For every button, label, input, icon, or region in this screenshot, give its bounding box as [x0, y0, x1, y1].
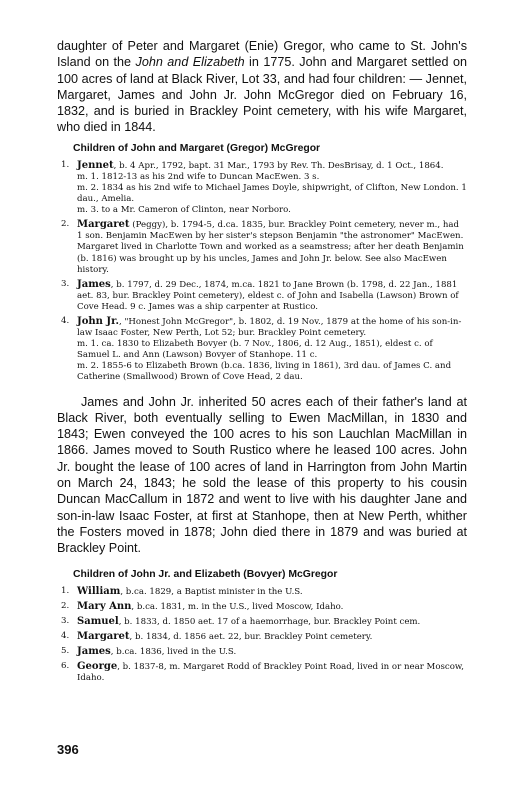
list-item	[57, 586, 467, 598]
list-item	[57, 219, 467, 275]
entry-number: 1.	[61, 585, 70, 596]
marriage-line: m. 2. 1834 as his 2nd wife to Michael James Doyle, shipwright, of Clifton, New London. 1 dau., Amelia.	[77, 182, 467, 205]
entry-number: 5.	[61, 645, 70, 656]
entry-number: 2.	[61, 600, 70, 611]
marriage-line: m. 1. ca. 1830 to Elizabeth Bovyer (b. 7 Nov., 1806, d. 12 Aug., 1851), eldest c. of Samuel L. and Ann (Lawson) Bovyer of Stanhope. 11 c.	[77, 339, 433, 361]
entry-number: 3.	[61, 278, 70, 289]
list-item	[57, 646, 467, 658]
marriage-line: m. 3. to a Mr. Cameron of Clinton, near Norboro.	[77, 205, 291, 216]
section-heading-1: Children of John and Margaret (Gregor) McGregor	[73, 142, 321, 154]
entry-name: James	[77, 278, 111, 290]
marriage-line: m. 1. 1812-13 as his 2nd wife to Duncan MacEwen. 3 s.	[77, 171, 320, 182]
entry-text: , b.ca. 1829, a Baptist minister in the U.S.	[120, 586, 303, 597]
entry-text: , b. 1797, d. 29 Dec., 1874, m.ca. 1821 to Jane Brown (b. 1798, d. 22 Jan., 1881 aet. 83, bur. Brackley Point cemetery), eldest c. of John and Isabella (Lawson) Brown of Cove Head. 9 c. James was a ship carpenter at Rustico.	[77, 279, 459, 312]
entry-text: , "Honest John McGregor", b. 1802, d. 19 Nov., 1879 at the home of his son-in-law Isaac Foster, New Perth, Lot 52; bur. Brackley Point cemetery.	[77, 317, 462, 339]
ship-name: John and Elizabeth	[135, 55, 245, 70]
list-item	[57, 160, 467, 216]
entry-text: , b. 1833, d. 1850 aet. 17 of a haemorrhage, bur. Brackley Point cem.	[118, 616, 421, 627]
list-item	[57, 316, 467, 384]
entry-name: Jennet	[77, 159, 114, 171]
page-number: 396	[57, 742, 79, 757]
list-item	[57, 631, 467, 643]
entry-name: John Jr.	[77, 316, 119, 327]
entry-name: Margaret	[77, 219, 130, 231]
entry-number: 1.	[61, 159, 70, 170]
entry-number: 4.	[61, 630, 70, 641]
entry-text: (Peggy), b. 1794-5, d.ca. 1835, bur. Brackley Point cemetery, never m., had 1 son. Benjamin MacEwen by her sister's stepson Benjamin "the astronomer" MacEwen. Margaret lived in Charlotte Town and worked as a seamstress; after her death Benjamin (b. 1816) was brought up by his uncles, James and John Jr. below. See also MacEwen history.	[77, 220, 464, 275]
entry-name: Mary Ann	[77, 600, 132, 612]
entry-number: 6.	[61, 661, 70, 671]
intro-text-1: daughter of Peter and Margaret (Enie) Gregor, who came to St. John's Island on the	[57, 39, 467, 70]
children-list-1	[57, 160, 467, 384]
entry-name: George	[77, 661, 118, 672]
middle-paragraph: James and John Jr. inherited 50 acres each of their father's land at Black River, both eventually selling to Ewen MacMillan, in 1830 and 1843; Ewen conveyed the 100 acres to his son Lauchlan MacMillan in 1866. James moved to South Rustico where he leased 100 acres. John Jr. bought the lease of 100 acres of land in Harrington from John Martin on March 24, 1843; he sold the lease of this property to his cousin Duncan MacCallum in 1872 and went to live with his daughter Jane and son-in-law Isaac Foster, at first at Stanhope, then at New Perth, whither the Fosters moved in 1878; John died there in 1879 and was buried at Brackley Point.	[57, 394, 467, 556]
section-heading-2: Children of John Jr. and Elizabeth (Bovyer) McGregor	[73, 568, 338, 580]
marriage-line: m. 2. 1855-6 to Elizabeth Brown (b.ca. 1836, living in 1861), 3rd dau. of James C. and Catherine (Smallwood) Brown of Cove Head, 2 dau.	[77, 361, 452, 383]
entry-text: , b. 1834, d. 1856 aet. 22, bur. Brackley Point cemetery.	[129, 631, 373, 642]
entry-name: Samuel	[77, 615, 119, 627]
entry-text: , b.ca. 1836, lived in the U.S.	[110, 646, 237, 657]
document-page	[57, 38, 467, 687]
entry-text: , b. 1837-8, m. Margaret Rodd of Brackley Point Road, lived in or near Moscow, Idaho.	[77, 662, 464, 684]
intro-paragraph	[57, 38, 467, 136]
entry-name: Margaret	[77, 630, 130, 642]
intro-text-2: in 1775. John and Margaret settled on 100 acres of land at Black River, Lot 33, and had four children: — Jennet, Margaret, James and John Jr. John McGregor died on February 16, 1832, and is buried in Brackley Point cemetery, with his wife Margaret, who died in 1844.	[57, 55, 467, 135]
list-item	[57, 279, 467, 313]
list-item	[57, 601, 467, 613]
children-list-2	[57, 586, 467, 685]
entry-text: , b. 4 Apr., 1792, bapt. 31 Mar., 1793 by Rev. Th. DesBrisay, d. 1 Oct., 1864.	[113, 160, 444, 171]
entry-number: 2.	[61, 219, 70, 230]
entry-name: William	[77, 585, 121, 597]
entry-text: , b.ca. 1831, m. in the U.S., lived Moscow, Idaho.	[131, 601, 344, 612]
entry-number: 4.	[61, 316, 70, 326]
entry-number: 3.	[61, 615, 70, 626]
list-item	[57, 661, 467, 684]
list-item	[57, 616, 467, 628]
entry-name: James	[77, 645, 111, 657]
